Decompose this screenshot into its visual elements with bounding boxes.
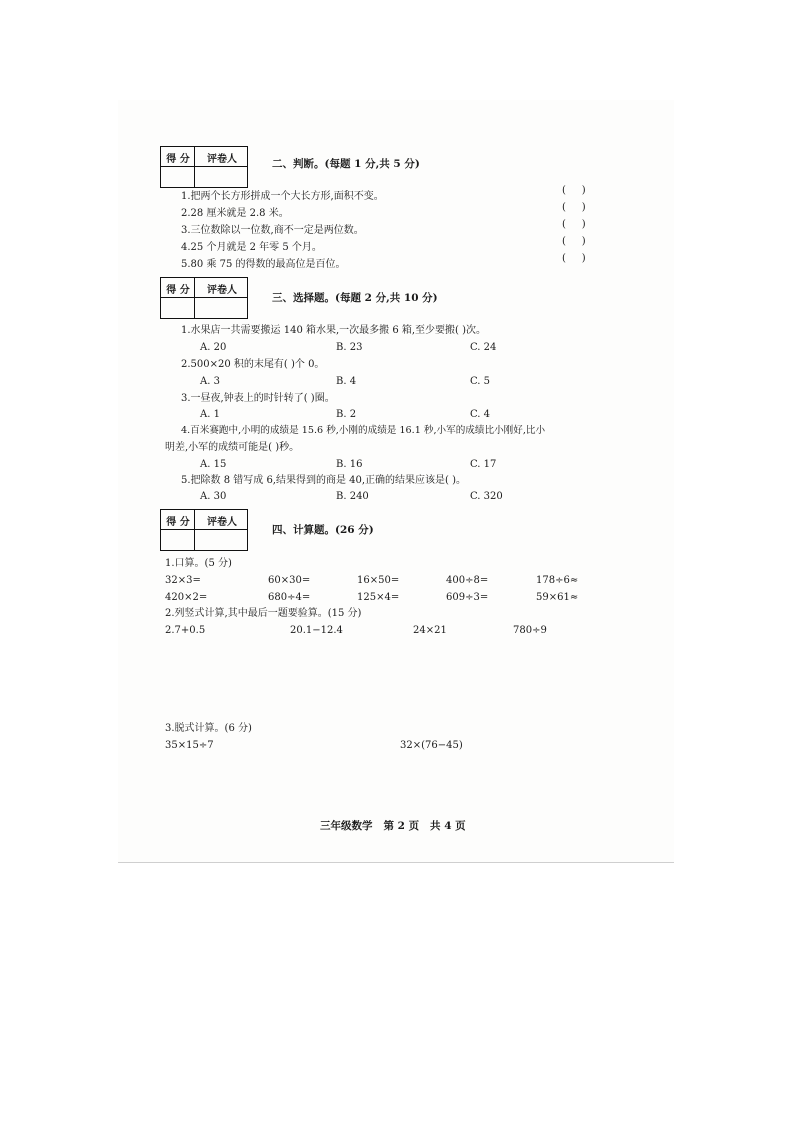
choice-q3-stem: 3.一昼夜,钟表上的时针转了( )圈。	[181, 393, 335, 404]
vertical-calc-item: 2.7+0.5	[165, 625, 206, 636]
choice-q4-stem-line2: 明差,小军的成绩可能是( )秒。	[165, 442, 300, 453]
score-box	[160, 277, 248, 319]
score-box	[160, 146, 248, 188]
choice-q4-a: A. 15	[200, 459, 227, 470]
choice-q2-a: A. 3	[200, 376, 220, 387]
vertical-calc-item: 780÷9	[513, 625, 547, 636]
oral-calc-item: 680÷4=	[268, 592, 311, 603]
oral-calc-item: 59×61≈	[536, 592, 579, 603]
grader-label: 评卷人	[207, 154, 237, 165]
choice-q3-c: C. 4	[470, 409, 491, 420]
oral-calc-title: 1.口算。(5 分)	[165, 558, 232, 569]
answer-blank-1[interactable]: ( )	[562, 185, 586, 196]
vertical-calc-item: 24×21	[413, 625, 447, 636]
oral-calc-item: 609÷3=	[446, 592, 489, 603]
judge-item-3: 3.三位数除以一位数,商不一定是两位数。	[181, 225, 364, 236]
choice-q3-b: B. 2	[336, 409, 357, 420]
score-box	[160, 509, 248, 551]
page-footer: 三年级数学 第 2 页 共 4 页	[320, 820, 466, 832]
section-4-title: 四、计算题。(26 分)	[272, 524, 374, 536]
step-calc-item: 32×(76−45)	[400, 740, 463, 751]
section-3-title: 三、选择题。(每题 2 分,共 10 分)	[272, 292, 438, 304]
choice-q1-a: A. 20	[200, 342, 227, 353]
choice-q4-stem-line1: 4.百米赛跑中,小明的成绩是 15.6 秒,小刚的成绩是 16.1 秒,小军的成绩比小刚好,比小	[181, 425, 546, 436]
answer-blank-3[interactable]: ( )	[562, 219, 586, 230]
judge-item-2: 2.28 厘米就是 2.8 米。	[181, 208, 289, 219]
score-label: 得 分	[166, 154, 190, 165]
score-label: 得 分	[166, 517, 190, 528]
oral-calc-item: 32×3=	[165, 575, 201, 586]
choice-q1-stem: 1.水果店一共需要搬运 140 箱水果,一次最多搬 6 箱,至少要搬( )次。	[181, 325, 487, 336]
choice-q2-c: C. 5	[470, 376, 491, 387]
answer-blank-5[interactable]: ( )	[562, 253, 586, 264]
choice-q5-b: B. 240	[336, 491, 369, 502]
oral-calc-item: 60×30=	[268, 575, 311, 586]
section-2-title: 二、判断。(每题 1 分,共 5 分)	[272, 158, 420, 170]
vertical-calc-item: 20.1−12.4	[290, 625, 343, 636]
oral-calc-item: 400÷8=	[446, 575, 489, 586]
choice-q2-stem: 2.500×20 积的末尾有( )个 0。	[181, 359, 325, 370]
choice-q4-b: B. 16	[336, 459, 363, 470]
step-calc-item: 35×15÷7	[165, 740, 214, 751]
oral-calc-item: 178÷6≈	[536, 575, 579, 586]
choice-q5-stem: 5.把除数 8 错写成 6,结果得到的商是 40,正确的结果应该是( )。	[181, 475, 467, 486]
oral-calc-item: 125×4=	[357, 592, 400, 603]
judge-item-4: 4.25 个月就是 2 年零 5 个月。	[181, 242, 322, 253]
step-calc-title: 3.脱式计算。(6 分)	[165, 723, 252, 734]
judge-item-1: 1.把两个长方形拼成一个大长方形,面积不变。	[181, 191, 384, 202]
score-label: 得 分	[166, 285, 190, 296]
choice-q5-c: C. 320	[470, 491, 503, 502]
choice-q5-a: A. 30	[200, 491, 227, 502]
page-bottom-divider	[118, 862, 674, 863]
judge-item-5: 5.80 乘 75 的得数的最高位是百位。	[181, 259, 346, 270]
answer-blank-4[interactable]: ( )	[562, 236, 586, 247]
oral-calc-item: 16×50=	[357, 575, 400, 586]
choice-q3-a: A. 1	[200, 409, 220, 420]
choice-q2-b: B. 4	[336, 376, 357, 387]
answer-blank-2[interactable]: ( )	[562, 202, 586, 213]
vertical-calc-title: 2.列竖式计算,其中最后一题要验算。(15 分)	[165, 608, 362, 619]
choice-q1-b: B. 23	[336, 342, 363, 353]
grader-label: 评卷人	[207, 285, 237, 296]
choice-q4-c: C. 17	[470, 459, 497, 470]
oral-calc-item: 420×2=	[165, 592, 208, 603]
choice-q1-c: C. 24	[470, 342, 497, 353]
grader-label: 评卷人	[207, 517, 237, 528]
